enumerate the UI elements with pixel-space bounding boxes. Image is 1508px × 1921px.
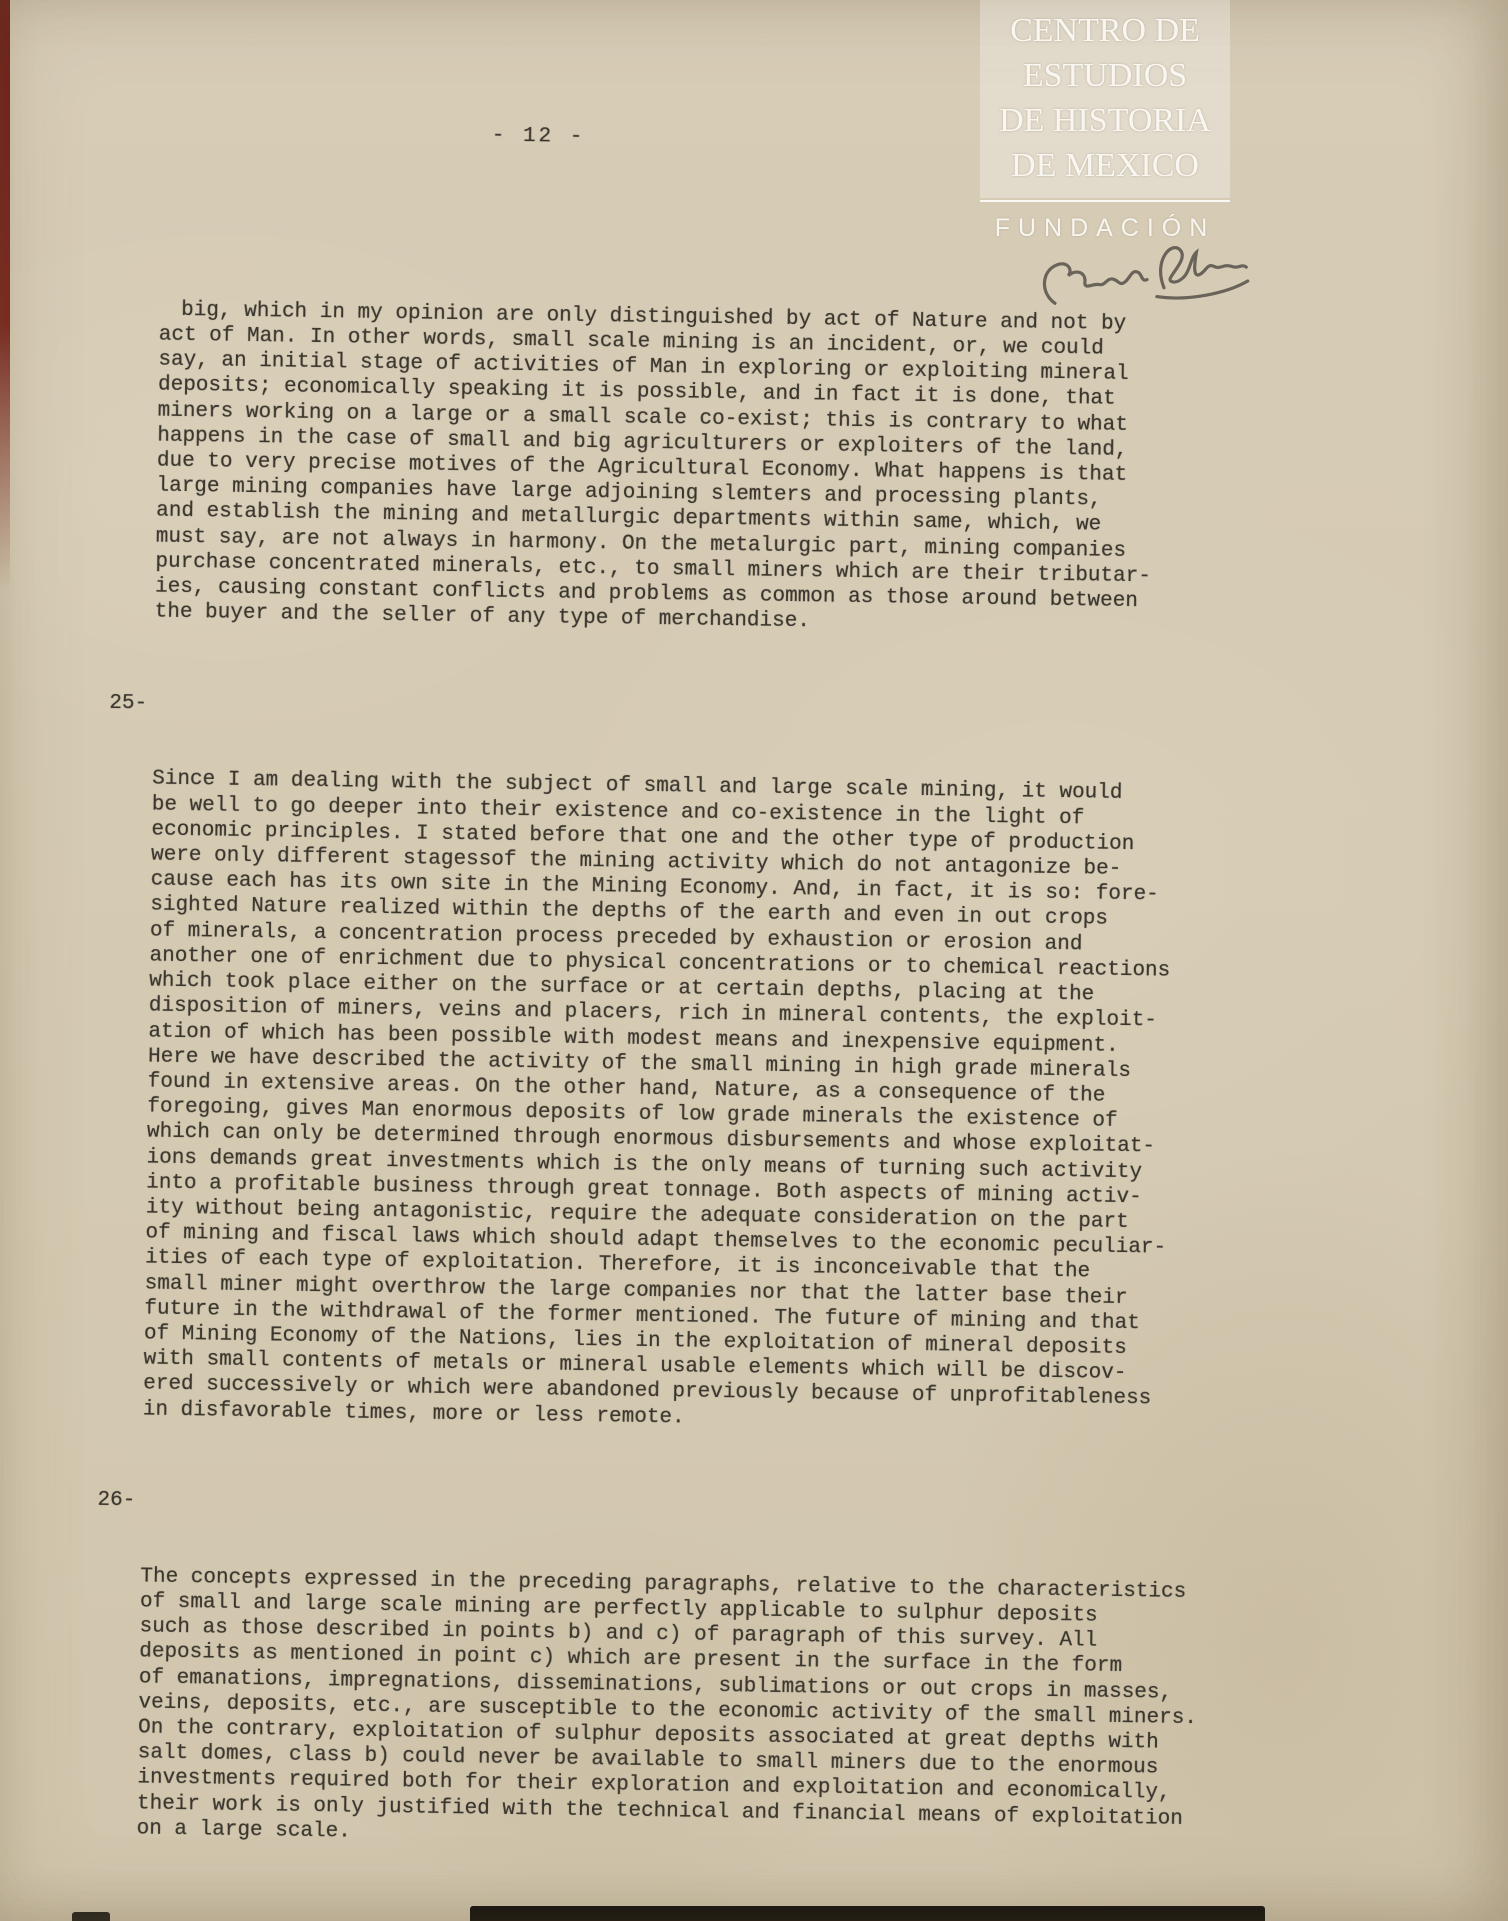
paragraph-text: big, which in my opinion are only distinguished by act of Nature and not by act of Man. In other words, small scale mining is an incident, or, we could say, an initial stage of activities of Man in exploring or exploiting mineral deposits; economically speaking it is possible, and in fact it is done, that miners working on a large or a small scale co-exist; this is contrary to what happens in the case of small and big agriculturers or exploiters of the land, due to very precise motives of the Agricultural Economy. What happens is that large mining companies have large adjoining slemters and processing plants, and establish the mining and metallurgic departments within same, which, we must say, are not always in harmony. On the metalurgic part, mining companies purchase concentrated minerals, etc., to small miners which are their tributar- ies, causing constant conflicts and problems as common as those around between the buyer and the seller of any type of merchandise.: [154, 298, 1152, 634]
scan-artifact-bottom-strip: [470, 1906, 1265, 1921]
watermark-title-line: DE HISTORIA: [999, 102, 1211, 139]
watermark-title-line: CENTRO DE: [1010, 12, 1200, 49]
watermark-foundation-label: FUNDACIÓN: [994, 214, 1216, 242]
page-number: - 12 -: [491, 124, 586, 149]
paragraph-text: The concepts expressed in the preceding paragraphs, relative to the characteristics of small and large scale mining are perfectly applicable to sulphur deposits such as those described in points b) and c) of paragraph of this survey. All deposits as mentioned in point c) which are present in the surface in the form of emanations, impregnations, disseminations, sublimations or out crops in masses, veins, deposits, etc., are susceptible to the economic activity of the small miners. On the contrary, exploitation of sulphur deposits associated at great depths with salt domes, class b) could never be available to small miners due to the enormous investments required both for their exploration and exploitation and economically, their work is only justified with the technical and financial means of exploitation on a large scale.: [136, 1565, 1198, 1844]
watermark-title-line: ESTUDIOS: [1022, 57, 1188, 94]
paragraph-26: [94, 1488, 1210, 1908]
typed-text-block: [93, 118, 1229, 1921]
archive-watermark: [980, 0, 1230, 243]
red-binding-edge: [0, 0, 10, 590]
watermark-divider: [980, 200, 1230, 202]
watermark-title: [980, 0, 1230, 198]
paragraph-text: Since I am dealing with the subject of small and large scale mining, it would be well to go deeper into their existence and co-existence in the light of economic principles. I stated before that one and the other type of production were only different stagessof the mining activity which do not antagonize be- cause each has its own site in the Mining Economy. And, in fact, it is so: fore- sighted Nature realized within the depths of the earth and even in out crops of minerals, a concentration process preceded by exhaustion or erosion and another one of enrichment due to physical concentrations or to chemical reactions which took place either on the surface or at certain depths, placing at the disposition of miners, veins and placers, rich in mineral contents, the exploit- ation of which has been possible with modest means and inexpensive equipment. Here we have described the activity of the small mining in high grade minerals found in extensive areas. On the other hand, Nature, as a consequence of the foregoing, gives Man enormous deposits of low grade minerals the existence of which can only be determined through enormous disbursements and whose exploitat- ions demands great investments which is the only means of turning such activity into a profitable business through great tonnage. Both aspects of mining activ- ity without being antagonistic, require the adequate consideration on the part of mining and fiscal laws which should adapt themselves to the economic peculiar- ities of each type of exploitation. Therefore, it is inconceivable that the small miner might overthrow the large companies nor that the latter base their future in the withdrawal of the former mentioned. The future of mining and that of Mining Economy of the Nations, lies in the exploitation of mineral deposits with small contents of metals or mineral usable elements which will be discov- ered successively or which were abandoned previously because of unprofitableness in disfavorable times, more or less remote.: [142, 768, 1171, 1430]
watermark-title-line: DE MEXICO: [1011, 147, 1199, 184]
paragraph-25: [100, 691, 1221, 1489]
paragraph-marker: 25-: [109, 691, 148, 716]
scan-artifact-bottom-speck: [72, 1912, 110, 1921]
paragraph-marker: 26-: [97, 1488, 136, 1513]
